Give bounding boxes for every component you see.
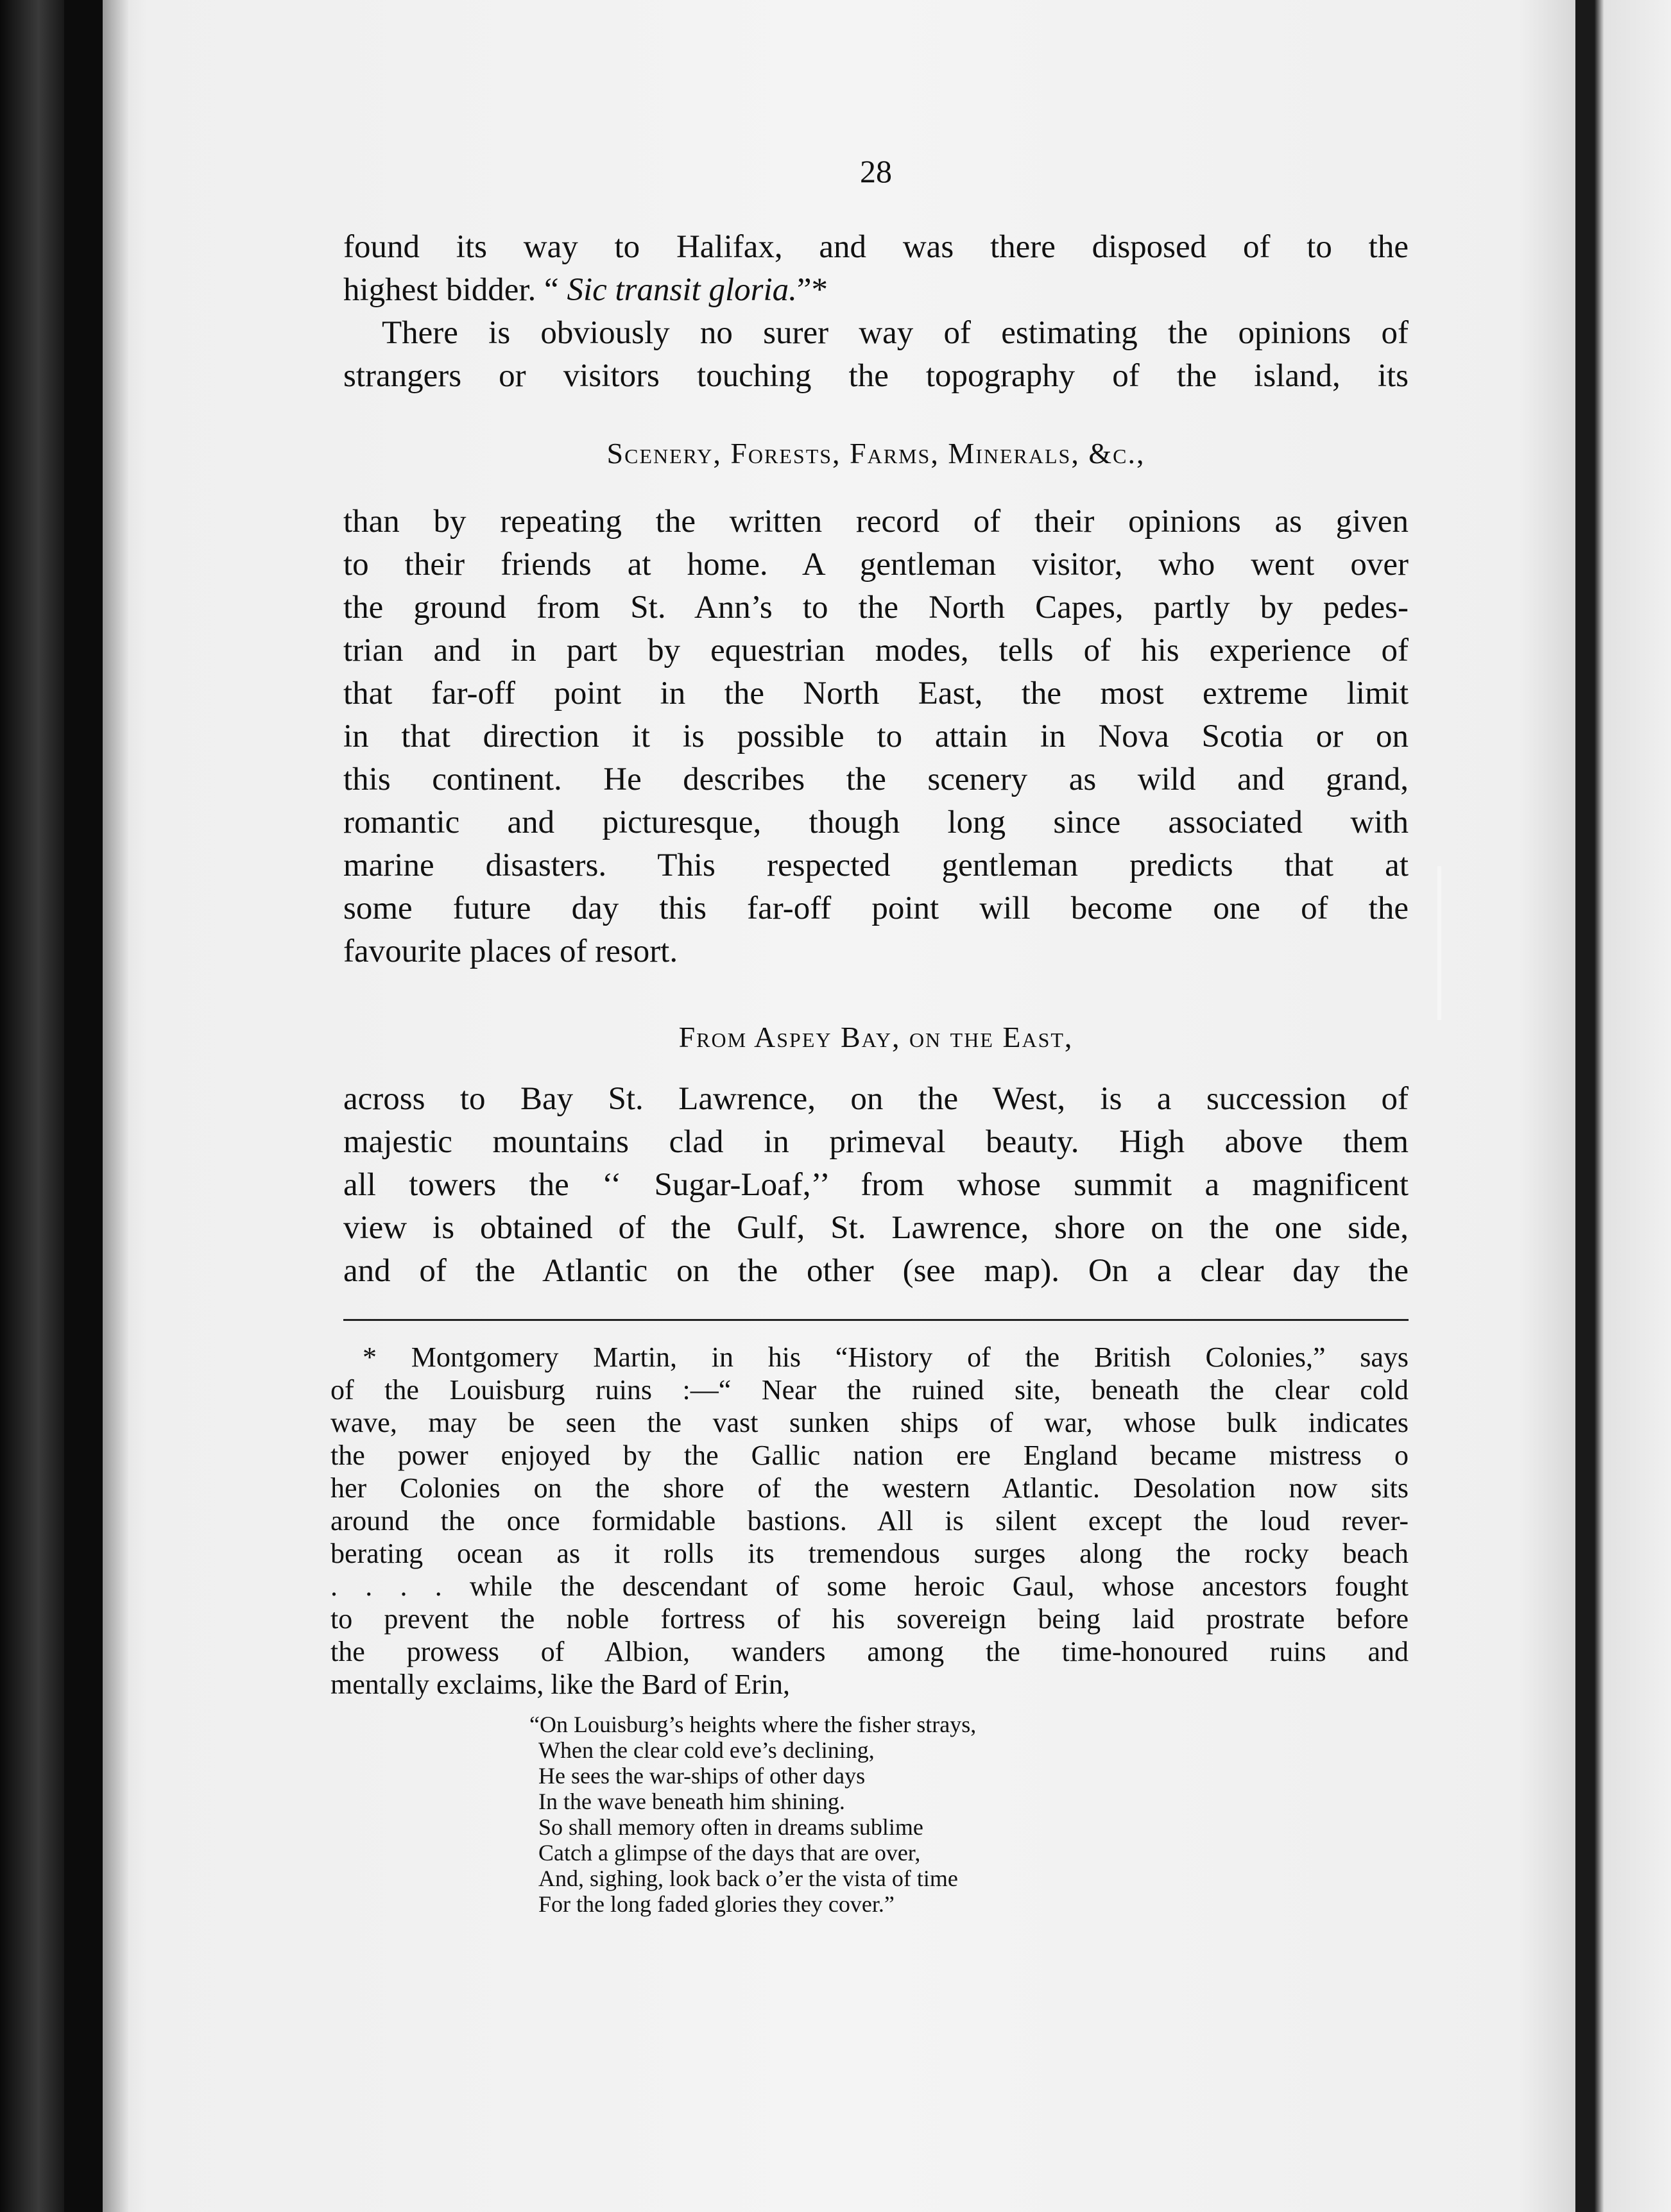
footnote-line: around the once formidable bastions. All is silent except the loud rever- xyxy=(330,1505,1409,1536)
text-line: than by repeating the written record of their opinions as given xyxy=(343,504,1409,540)
poem-line: In the wave beneath him shining. xyxy=(538,1789,845,1814)
footnote xyxy=(330,1341,1409,1701)
text-line: majestic mountains clad in primeval beauty. High above them xyxy=(343,1124,1409,1160)
footnote-line: to prevent the noble fortress of his sovereign being laid prostrate before xyxy=(330,1603,1409,1635)
text-line: marine disasters. This respected gentleman predicts that at xyxy=(343,847,1409,883)
scan-border-left xyxy=(0,0,64,2212)
page-number: 28 xyxy=(860,153,892,189)
text-line: this continent. He describes the scenery as wild and grand, xyxy=(343,761,1409,797)
footnote-line: mentally exclaims, like the Bard of Erin, xyxy=(330,1669,791,1700)
poem-line: “On Louisburg’s heights where the fisher strays, xyxy=(529,1712,977,1737)
text-line: in that direction it is possible to attain in Nova Scotia or on xyxy=(343,719,1409,754)
text-line: favourite places of resort. xyxy=(343,933,678,969)
text-line: to their friends at home. A gentleman visitor, who went over xyxy=(343,547,1409,583)
text-line: strangers or visitors touching the topography of the island, its xyxy=(343,358,1409,394)
footnote-divider xyxy=(343,1319,1409,1321)
facing-page-edge xyxy=(1575,0,1671,2212)
poem-line: Catch a glimpse of the days that are over, xyxy=(538,1840,921,1866)
text-line-with-italic xyxy=(343,269,1409,312)
poem-line: And, sighing, look back o’er the vista of time xyxy=(538,1866,958,1891)
text-line: some future day this far-off point will become one of the xyxy=(343,890,1409,926)
paragraph-2 xyxy=(343,312,1409,398)
footnote-line: * Montgomery Martin, in his “History of the British Colonies,” says xyxy=(363,1341,1409,1373)
text-line: that far-off point in the North East, the most extreme limit xyxy=(343,676,1409,711)
text-line: There is obviously no surer way of estimating the opinions of xyxy=(382,315,1409,351)
text-line: romantic and picturesque, though long since associated with xyxy=(343,804,1409,840)
footnote-line: the prowess of Albion, wanders among the time-honoured ruins and xyxy=(330,1636,1409,1667)
text-line: view is obtained of the Gulf, St. Lawrence, shore on the one side, xyxy=(343,1210,1409,1246)
page-spine-shadow xyxy=(103,0,128,2212)
footnote-line: of the Louisburg ruins :—“ Near the ruined site, beneath the clear cold xyxy=(330,1374,1409,1406)
text-line: and of the Atlantic on the other (see map). On a clear day the xyxy=(343,1253,1409,1289)
paragraph-4 xyxy=(343,1078,1409,1293)
section-heading-scenery: Scenery, Forests, Farms, Minerals, &c., xyxy=(606,437,1145,470)
scan-artifact-mark xyxy=(1437,866,1441,1020)
italic-latin-phrase: Sic transit gloria. xyxy=(567,272,797,308)
text-line: highest bidder. “ Sic transit gloria.”* xyxy=(343,272,828,308)
poem-line: For the long faded glories they cover.” xyxy=(538,1891,895,1917)
poem-line: So shall memory often in dreams sublime xyxy=(538,1814,923,1840)
paragraph-1 xyxy=(343,226,1409,312)
poem-quotation xyxy=(529,1712,976,1917)
poem-line: When the clear cold eve’s declining, xyxy=(538,1737,875,1763)
poem-line: He sees the war-ships of other days xyxy=(538,1763,866,1789)
footnote-line: wave, may be seen the vast sunken ships of war, whose bulk indicates xyxy=(330,1407,1409,1438)
text-line: the ground from St. Ann’s to the North Capes, partly by pedes- xyxy=(343,590,1409,625)
footnote-line: berating ocean as it rolls its tremendous surges along the rocky beach xyxy=(330,1538,1409,1569)
paragraph-3 xyxy=(343,500,1409,973)
footnote-line: the power enjoyed by the Gallic nation ere England became mistress o xyxy=(330,1440,1409,1471)
footnote-line: her Colonies on the shore of the western Atlantic. Desolation now sits xyxy=(330,1472,1409,1504)
text-line: all towers the ‘‘ Sugar-Loaf,’’ from whose summit a magnificent xyxy=(343,1167,1409,1203)
footnote-line: . . . . while the descendant of some heroic Gaul, whose ancestors fought xyxy=(330,1570,1409,1602)
text-line: trian and in part by equestrian modes, tells of his experience of xyxy=(343,633,1409,668)
text-line: found its way to Halifax, and was there disposed of to the xyxy=(343,229,1409,265)
text-line: across to Bay St. Lawrence, on the West, is a succession of xyxy=(343,1081,1409,1117)
section-heading-aspey-bay: From Aspey Bay, on the East, xyxy=(678,1021,1074,1053)
